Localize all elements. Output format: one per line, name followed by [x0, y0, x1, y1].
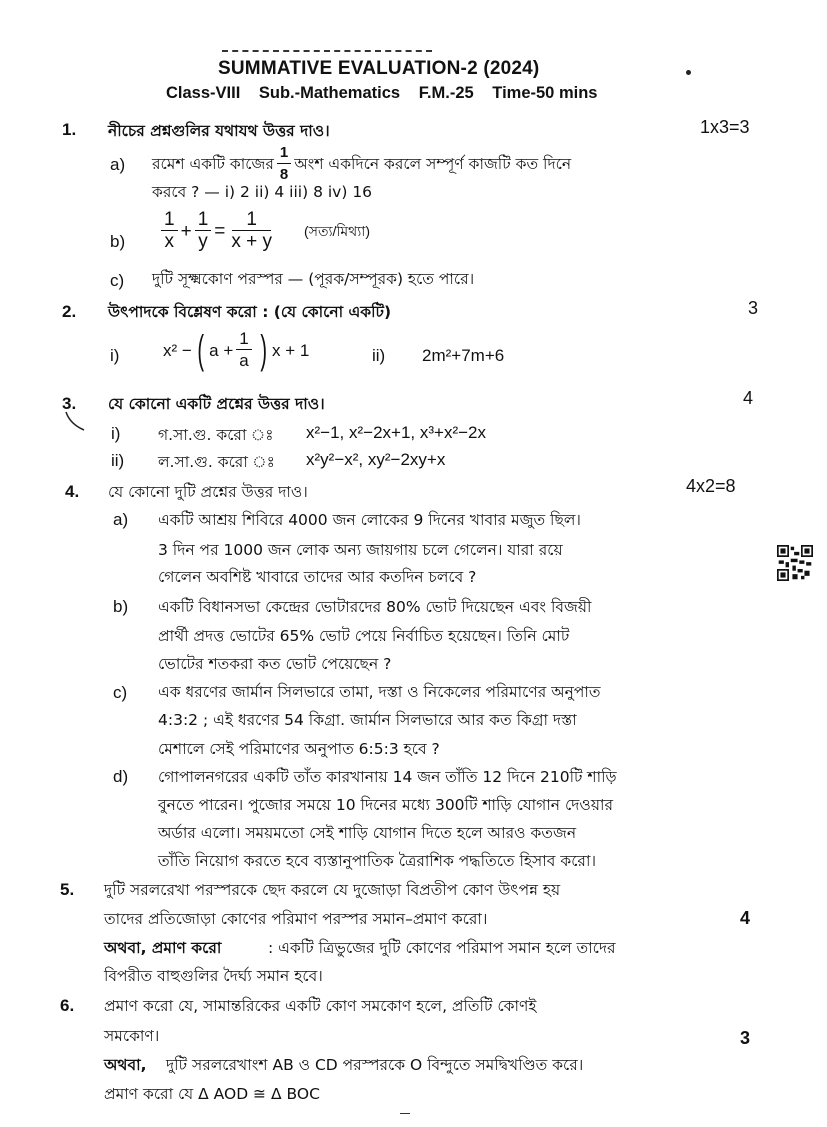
part-label: a): [113, 510, 129, 529]
text-line: ভোটের শতকরা কত ভোট পেয়েছেন ?: [158, 655, 392, 673]
subject-label: Sub.-Mathematics: [258, 84, 401, 102]
part-label: d): [113, 767, 129, 786]
part-label: b): [110, 232, 126, 251]
part-label: i): [111, 424, 121, 443]
text-line: বিপরীত বাহুগুলির দৈর্ঘ্য সমান হবে।: [104, 967, 323, 985]
alternative-label: অথবা,: [104, 1056, 147, 1074]
fraction: [161, 210, 178, 253]
question-number: 2.: [62, 302, 77, 321]
numerator: 1: [232, 210, 271, 231]
part-label: ii): [111, 451, 125, 470]
text-line: একটি আশ্রয় শিবিরে 4000 জন লোকের 9 দিনের খাবার মজুত ছিল।: [158, 511, 581, 529]
denominator: 8: [279, 166, 289, 183]
fraction: [195, 210, 212, 253]
denominator: x: [164, 231, 175, 252]
denominator: a: [239, 351, 249, 370]
question-marks: 4: [740, 908, 751, 928]
question-heading: উৎপাদকে বিশ্লেষণ করো : (যে কোনো একটি): [108, 303, 392, 321]
text-line: দুটি সরলরেখা পরস্পরকে ছেদ করলে যে দুজোড়া বিপ্রতীপ কোণ উৎপন্ন হয়: [104, 881, 561, 899]
close-paren: ): [260, 328, 267, 372]
question-number: 6.: [60, 996, 75, 1015]
text-line: এক ধরণের জার্মান সিলভারে তামা, দস্তা ও নিকেলের পরিমাণের অনুপাত: [158, 683, 601, 701]
exam-subheader: [166, 84, 611, 103]
pen-mark-icon: [64, 410, 88, 432]
question-marks: 4: [743, 388, 754, 408]
question-marks: 3: [740, 1028, 751, 1048]
question-marks: 4x2=8: [686, 476, 736, 496]
part-label: b): [113, 597, 129, 616]
fraction: [236, 329, 251, 372]
text-line: প্রার্থী প্রদত্ত ভোটের 65% ভোট পেয়ে নির্বাচিত হয়েছেন। তিনি মোট: [158, 627, 570, 645]
question-marks: 3: [748, 298, 759, 318]
part-prefix: ল.সা.গু. করো ঃ: [158, 453, 275, 471]
text-line: প্রমাণ করো যে Δ AOD ≅ Δ BOC: [104, 1085, 320, 1103]
text-line: সমকোণ।: [104, 1027, 160, 1045]
text-line: গেলেন অবশিষ্ট খাবারে তাদের আর কতদিন চলবে ?: [158, 568, 477, 586]
equals-sign: =: [214, 220, 226, 242]
expr-suffix: x + 1: [272, 340, 310, 360]
part-label: a): [110, 155, 126, 174]
q1a-text: রমেশ একটি কাজের: [152, 154, 274, 173]
true-false-options: (সত্য/মিথ্যা): [304, 222, 371, 239]
text-line: বুনতে পারেন। পুজোর সময়ে 10 দিনের মধ্যে 300টি শাড়ি যোগান দেওয়ার: [158, 796, 613, 814]
time-label: Time-50 mins: [492, 84, 598, 102]
open-paren: (: [197, 328, 204, 372]
q1c-text: দুটি সূক্ষ্মকোণ পরস্পর — (পূরক/সম্পূরক) হতে পারে।: [152, 270, 475, 288]
part-label: c): [110, 271, 125, 290]
text-line: প্রমাণ করো যে, সামান্তরিকের একটি কোণ সমকোণ হলে, প্রতিটি কোণই: [104, 997, 537, 1015]
question-number: 1.: [62, 120, 77, 139]
question-heading: নীচের প্রশ্নগুলির যথাযথ উত্তর দাও।: [108, 122, 330, 140]
text-line: একটি বিধানসভা কেন্দ্রের ভোটারদের 80% ভোট দিয়েছেন এবং বিজয়ী: [158, 598, 592, 616]
full-marks-label: F.M.-25: [418, 84, 474, 102]
q1b-equation: [158, 210, 370, 253]
expr-prefix: x² −: [163, 340, 192, 360]
text-line: দুটি সরলরেখাংশ AB ও CD পরস্পরকে O বিন্দুতে সমদ্বিখণ্ডিত করে।: [166, 1056, 584, 1074]
scan-artifact-dashes: [222, 50, 432, 52]
question-heading: যে কোনো দুটি প্রশ্নের উত্তর দাও।: [108, 483, 308, 501]
question-number: 5.: [60, 880, 75, 899]
fraction: [228, 210, 275, 253]
numerator: 1: [236, 329, 251, 350]
page-footer-dash: [400, 1113, 410, 1114]
text-line: তাঁতি নিয়োগ করতে হবে ব্যস্তানুপাতিক ত্রৈরাশিক পদ্ধতিতে হিসাব করো।: [158, 852, 596, 870]
lcm-expressions: x²y²−x², xy²−2xy+x: [306, 450, 446, 469]
hcf-expressions: x²−1, x²−2x+1, x³+x²−2x: [306, 423, 486, 442]
exam-title: SUMMATIVE EVALUATION-2 (2024): [218, 58, 540, 79]
part-label: i): [110, 346, 120, 365]
question-number: 4.: [65, 482, 80, 501]
text-line: : একটি ত্রিভুজের দুটি কোণের পরিমাপ সমান হলে তাদের: [268, 939, 616, 957]
text-line: অর্ডার এলো। সময়মতো সেই শাড়ি যোগান দিতে হলে আরও কতজন: [158, 824, 577, 842]
expr-inner: a +: [209, 340, 234, 360]
text-line: তাদের প্রতিজোড়া কোণের পরিমাণ পরস্পর সমান–প্রমাণ করো।: [104, 910, 488, 928]
text-line: গোপালনগরের একটি তাঁত কারখানায় 14 জন তাঁতি 12 দিনে 210টি শাড়ি: [158, 768, 617, 786]
part-label: c): [113, 683, 128, 702]
denominator: x + y: [231, 231, 273, 252]
question-number: 3.: [62, 394, 77, 413]
question-heading: যে কোনো একটি প্রশ্নের উত্তর দাও।: [108, 395, 325, 413]
numerator: 1: [277, 143, 291, 164]
q1a-line2: করবে ? — i) 2 ii) 4 iii) 8 iv) 16: [152, 183, 373, 201]
part-label: ii): [372, 346, 386, 365]
alternative-label: অথবা, প্রমাণ করো: [104, 939, 222, 957]
scan-speck: [686, 70, 691, 75]
text-line: মেশালে সেই পরিমাণের অনুপাত 6:5:3 হবে ?: [158, 740, 440, 758]
numerator: 1: [195, 210, 212, 231]
numerator: 1: [161, 210, 178, 231]
text-line: 3 দিন পর 1000 জন লোক অন্য জায়গায় চলে গেলেন। যারা রয়ে: [158, 541, 563, 559]
q1a-text-after: অংশ একদিনে করলে সম্পূর্ণ কাজটি কত দিনে: [294, 154, 572, 173]
q2-expression-i: [163, 328, 309, 373]
plus-sign: +: [180, 220, 192, 242]
q2-expression-ii: 2m²+7m+6: [422, 346, 505, 365]
qr-code-icon: [777, 545, 813, 581]
text-line: 4:3:2 ; এই ধরণের 54 কিগ্রা. জার্মান সিলভারে আর কত কিগ্রা দস্তা: [158, 711, 577, 729]
question-marks: 1x3=3: [700, 117, 750, 137]
denominator: y: [198, 231, 208, 252]
class-label: Class-VIII: [166, 84, 241, 102]
part-prefix: গ.সা.গু. করো ঃ: [158, 426, 274, 444]
